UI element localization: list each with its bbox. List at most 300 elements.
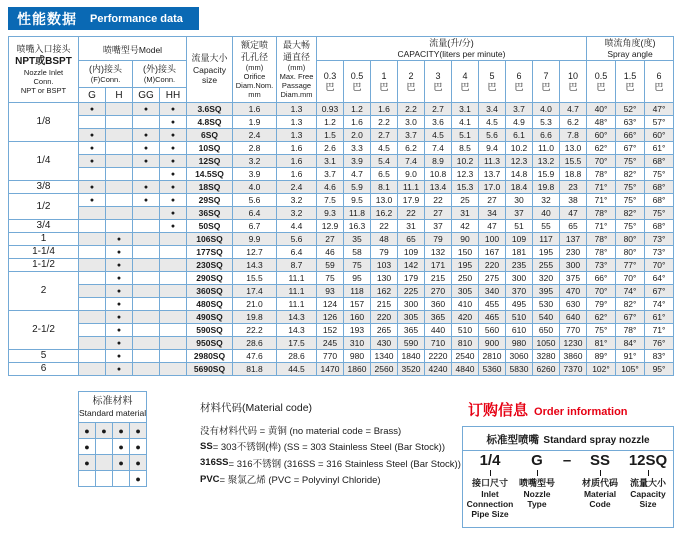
- capacity-value-cell: 2.0: [344, 129, 371, 142]
- capacity-value-cell: 0.93: [317, 103, 344, 116]
- orifice-zh2: 孔孔径: [240, 51, 268, 62]
- spray-angle-cell: 71°: [587, 220, 616, 233]
- capacity-size-cell: 230SQ: [187, 259, 233, 272]
- capacity-value-cell: 300: [506, 272, 533, 285]
- model-header-zh: 喷嘴型号: [102, 44, 139, 55]
- capacity-value-cell: 118: [344, 285, 371, 298]
- capacity-value-cell: 360: [425, 298, 452, 311]
- capacity-value-cell: 640: [560, 311, 587, 324]
- conn-availability-cell: [79, 233, 106, 246]
- conn-availability-cell: [79, 259, 106, 272]
- inlet-header-zh: 喷嘴入口接头: [16, 43, 71, 54]
- free-passage-cell: 17.5: [277, 337, 317, 350]
- table-row: [9, 116, 674, 129]
- conn-availability-cell: ●: [160, 155, 187, 168]
- material-availability-cell: [79, 471, 96, 487]
- capacity-value-cell: 365: [398, 324, 425, 337]
- order-code-row: [463, 453, 673, 470]
- conn-availability-cell: [133, 324, 160, 337]
- conn-availability-cell: [133, 363, 160, 376]
- capacity-value-cell: 375: [560, 272, 587, 285]
- order-title-zh: 订购信息: [468, 402, 529, 419]
- capacity-value-cell: 11.1: [398, 181, 425, 194]
- capacity-value-cell: 980: [344, 350, 371, 363]
- capacity-value-cell: 51: [506, 220, 533, 233]
- conn-availability-cell: [106, 168, 133, 181]
- material-code-0-text: 没有材料代码 = 黄铜 (no material code = Brass): [200, 426, 402, 438]
- conn-availability-cell: [106, 129, 133, 142]
- table-row: [9, 337, 674, 350]
- capacity-value-cell: 5360: [479, 363, 506, 376]
- conn-availability-cell: [160, 272, 187, 285]
- header-row-groups: [9, 37, 674, 61]
- spray-angle-cell: 67°: [616, 142, 645, 155]
- inlet-size-group-cell: 3/8: [9, 181, 79, 194]
- free-passage-cell: 11.1: [277, 285, 317, 298]
- capacity-value-cell: 4840: [452, 363, 479, 376]
- spray-angle-cell: 75°: [616, 194, 645, 207]
- pressure-column-header: [398, 61, 425, 103]
- capacity-value-cell: 32: [533, 194, 560, 207]
- capacity-group-zh: 流量(升/分): [429, 37, 474, 48]
- capacity-value-cell: 1.5: [317, 129, 344, 142]
- capacity-value-cell: 245: [317, 337, 344, 350]
- orifice-diameter-cell: 1.6: [233, 103, 277, 116]
- capacity-size-cell: 2980SQ: [187, 350, 233, 363]
- conn-availability-cell: [160, 246, 187, 259]
- spray-angle-cell: 70°: [587, 285, 616, 298]
- material-availability-cell: ●: [113, 455, 130, 471]
- capacity-value-cell: 79: [371, 246, 398, 259]
- inlet-header-en3: NPT or BSPT: [20, 86, 67, 96]
- pressure-column-header-unit: 巴: [487, 81, 497, 92]
- material-code-1: SS: [200, 440, 213, 452]
- capacity-value-cell: 3520: [398, 363, 425, 376]
- conn-availability-cell: [160, 259, 187, 272]
- capacity-value-cell: 6.1: [506, 129, 533, 142]
- spray-angle-cell: 77°: [616, 259, 645, 272]
- conn-availability-cell: ●: [160, 129, 187, 142]
- spray-angle-cell: 82°: [616, 207, 645, 220]
- spray-angle-cell: 60°: [645, 129, 674, 142]
- capacity-value-cell: 530: [533, 298, 560, 311]
- capacity-value-cell: 2.7: [425, 103, 452, 116]
- material-code-1-text: = 303不锈钢(棒) (SS = 303 Stainless Steel (Bar Stock)): [212, 442, 445, 454]
- capacity-value-cell: 2.7: [371, 129, 398, 142]
- model-code-header: HH: [160, 88, 187, 103]
- conn-availability-cell: ●: [106, 324, 133, 337]
- capacity-value-cell: 11.0: [533, 142, 560, 155]
- capacity-value-cell: 220: [479, 259, 506, 272]
- capacity-value-cell: 275: [479, 272, 506, 285]
- free-passage-cell: 1.6: [277, 142, 317, 155]
- material-availability-cell: [96, 455, 113, 471]
- orifice-zh1: 额定喷: [240, 40, 268, 51]
- capacity-value-cell: 117: [533, 233, 560, 246]
- capacity-value-cell: 12.3: [452, 168, 479, 181]
- table-row: [9, 129, 674, 142]
- standard-material-table: [78, 391, 147, 487]
- capacity-value-cell: 130: [371, 272, 398, 285]
- capacity-value-cell: 810: [452, 337, 479, 350]
- spray-angle-cell: 78°: [587, 233, 616, 246]
- capacity-value-cell: 59: [317, 259, 344, 272]
- capacity-value-cell: 34: [479, 207, 506, 220]
- conn-availability-cell: [79, 298, 106, 311]
- model-header-en: Model: [138, 44, 163, 55]
- capacity-group-header: [317, 37, 587, 61]
- conn-availability-cell: [79, 350, 106, 363]
- angle-pressure-column-header: [645, 61, 674, 103]
- standard-material-zh: 标准材料: [92, 395, 133, 407]
- capacity-size-cell: 36SQ: [187, 207, 233, 220]
- conn-availability-cell: [106, 207, 133, 220]
- material-code-line: [200, 438, 460, 454]
- pressure-column-header-unit: 巴: [568, 81, 578, 92]
- pressure-column-header-value: 4: [462, 70, 468, 81]
- capacity-value-cell: 7.5: [317, 194, 344, 207]
- conn-availability-cell: [79, 337, 106, 350]
- capacity-value-cell: 27: [317, 233, 344, 246]
- pressure-column-header-unit: 巴: [379, 81, 389, 92]
- inlet-size-group-cell: 2-1/2: [9, 311, 79, 350]
- conn-availability-cell: [160, 233, 187, 246]
- table-row: [9, 168, 674, 181]
- order-label-nozzle-en: Nozzle Type: [523, 488, 551, 509]
- capacity-value-cell: 15.3: [452, 181, 479, 194]
- free-passage-cell: 14.3: [277, 311, 317, 324]
- capacity-value-cell: 3860: [560, 350, 587, 363]
- free-passage-cell: 8.7: [277, 259, 317, 272]
- spray-angle-cell: 80°: [616, 233, 645, 246]
- capacity-value-cell: 160: [344, 311, 371, 324]
- capacity-value-cell: 1.6: [344, 116, 371, 129]
- capacity-value-cell: 1840: [398, 350, 425, 363]
- conn-availability-cell: [133, 298, 160, 311]
- capacity-value-cell: 13.0: [560, 142, 587, 155]
- spray-angle-cell: 70°: [587, 155, 616, 168]
- capacity-value-cell: 15.5: [560, 155, 587, 168]
- capacity-value-cell: 4.5: [425, 129, 452, 142]
- material-availability-cell: ●: [130, 439, 147, 455]
- capacity-value-cell: 2540: [452, 350, 479, 363]
- capacity-value-cell: 31: [452, 207, 479, 220]
- conn-availability-cell: ●: [79, 194, 106, 207]
- spray-angle-cell: 62°: [587, 142, 616, 155]
- free-passage-header: [277, 37, 317, 103]
- capacity-value-cell: 2.2: [371, 116, 398, 129]
- orifice-diameter-cell: 3.2: [233, 155, 277, 168]
- spray-angle-cell: 52°: [616, 103, 645, 116]
- capacity-value-cell: 193: [344, 324, 371, 337]
- conn-availability-cell: [133, 272, 160, 285]
- spray-angle-cell: 78°: [587, 246, 616, 259]
- orifice-diameter-cell: 6.4: [233, 207, 277, 220]
- capacity-value-cell: 365: [425, 311, 452, 324]
- capacity-value-cell: 142: [398, 259, 425, 272]
- pressure-column-header-unit: 巴: [352, 81, 362, 92]
- material-codes-legend: [200, 393, 460, 487]
- capacity-value-cell: 9.4: [479, 142, 506, 155]
- conn-availability-cell: [133, 350, 160, 363]
- angle-group-zh: 喷流角度(度): [604, 37, 656, 48]
- free-passage-cell: 4.4: [277, 220, 317, 233]
- capacity-value-cell: 8.5: [452, 142, 479, 155]
- capacity-size-zh: 流量大小: [191, 53, 228, 64]
- inlet-size-group-cell: 2: [9, 272, 79, 311]
- capacity-value-cell: 37: [506, 207, 533, 220]
- material-availability-cell: ●: [130, 423, 147, 439]
- capacity-size-header: [187, 37, 233, 103]
- conn-availability-cell: [79, 363, 106, 376]
- capacity-value-cell: 8.9: [425, 155, 452, 168]
- order-title-en: Order information: [534, 406, 628, 418]
- capacity-size-cell: 29SQ: [187, 194, 233, 207]
- standard-material-en: Standard material: [79, 407, 147, 418]
- conn-availability-cell: [79, 272, 106, 285]
- capacity-value-cell: 23: [560, 181, 587, 194]
- spray-angle-cell: 67°: [616, 311, 645, 324]
- capacity-value-cell: 5.3: [533, 116, 560, 129]
- capacity-value-cell: 137: [560, 233, 587, 246]
- capacity-value-cell: 4.6: [317, 181, 344, 194]
- spray-angle-cell: 57°: [645, 116, 674, 129]
- order-code-capacity: 12SQ: [628, 452, 668, 469]
- material-availability-cell: ●: [79, 439, 96, 455]
- conn-availability-cell: ●: [160, 168, 187, 181]
- capacity-value-cell: 420: [452, 311, 479, 324]
- capacity-value-cell: 195: [533, 246, 560, 259]
- capacity-value-cell: 225: [398, 285, 425, 298]
- conn-availability-cell: [79, 246, 106, 259]
- capacity-value-cell: 19.8: [533, 181, 560, 194]
- capacity-value-cell: 465: [479, 311, 506, 324]
- capacity-value-cell: 11.3: [479, 155, 506, 168]
- tick-mark: [648, 470, 649, 476]
- capacity-value-cell: 7.4: [425, 142, 452, 155]
- capacity-value-cell: 25: [452, 194, 479, 207]
- capacity-size-cell: 590SQ: [187, 324, 233, 337]
- angle-group-en: Spray angle: [607, 48, 653, 59]
- capacity-value-cell: 590: [398, 337, 425, 350]
- capacity-value-cell: 650: [533, 324, 560, 337]
- capacity-value-cell: 14.8: [506, 168, 533, 181]
- table-row: [9, 233, 674, 246]
- pressure-column-header: [560, 61, 587, 103]
- spray-angle-cell: 78°: [587, 168, 616, 181]
- tick-mark: [490, 470, 491, 476]
- capacity-group-en: CAPACITY(liters per minute): [397, 48, 506, 59]
- capacity-value-cell: 220: [371, 311, 398, 324]
- orifice-diameter-cell: 2.8: [233, 142, 277, 155]
- free-passage-cell: 11.1: [277, 298, 317, 311]
- order-label-inlet: [463, 478, 517, 520]
- capacity-size-cell: 480SQ: [187, 298, 233, 311]
- capacity-value-cell: 3.9: [344, 155, 371, 168]
- conn-availability-cell: [106, 155, 133, 168]
- conn-availability-cell: [160, 285, 187, 298]
- table-row: [9, 181, 674, 194]
- passage-zh2: 通直径: [282, 51, 310, 62]
- capacity-value-cell: 9.3: [317, 207, 344, 220]
- material-availability-cell: [96, 471, 113, 487]
- capacity-size-cell: 950SQ: [187, 337, 233, 350]
- spray-angle-cell: 81°: [587, 337, 616, 350]
- passage-en1: Max. Free: [279, 71, 314, 81]
- pressure-column-header-unit: 巴: [433, 81, 443, 92]
- pressure-column-header-unit: 巴: [541, 81, 551, 92]
- spray-angle-cell: 75°: [587, 324, 616, 337]
- capacity-value-cell: 305: [398, 311, 425, 324]
- spray-angle-cell: 73°: [645, 233, 674, 246]
- spray-angle-cell: 68°: [645, 155, 674, 168]
- spray-angle-cell: 75°: [645, 168, 674, 181]
- capacity-value-cell: 103: [371, 259, 398, 272]
- capacity-value-cell: 540: [533, 311, 560, 324]
- capacity-value-cell: 5.9: [344, 181, 371, 194]
- order-code-dash: –: [562, 452, 572, 469]
- orifice-en2: Diam.Nom.: [235, 80, 274, 90]
- capacity-value-cell: 710: [425, 337, 452, 350]
- free-passage-cell: 1.6: [277, 155, 317, 168]
- order-label-nozzle-type: [517, 478, 557, 520]
- inlet-size-group-cell: 1: [9, 233, 79, 246]
- capacity-value-cell: 470: [560, 285, 587, 298]
- passage-en2: Passage: [281, 80, 312, 90]
- conn-availability-cell: [106, 220, 133, 233]
- spray-angle-cell: 83°: [645, 350, 674, 363]
- conn-availability-cell: [133, 220, 160, 233]
- pressure-column-header-unit: 巴: [460, 81, 470, 92]
- capacity-value-cell: 109: [506, 233, 533, 246]
- capacity-size-cell: 360SQ: [187, 285, 233, 298]
- capacity-value-cell: 27: [425, 207, 452, 220]
- capacity-value-cell: 410: [452, 298, 479, 311]
- capacity-value-cell: 47: [560, 207, 587, 220]
- table-row: [9, 272, 674, 285]
- material-code-2-text: = 316不锈钢 (316SS = 316 Stainless Steel (Bar Stock)): [228, 458, 461, 470]
- spray-angle-cell: 95°: [645, 363, 674, 376]
- capacity-value-cell: 3280: [533, 350, 560, 363]
- conn-availability-cell: ●: [79, 181, 106, 194]
- capacity-value-cell: 900: [479, 337, 506, 350]
- inlet-size-group-cell: 1-1/4: [9, 246, 79, 259]
- capacity-value-cell: 109: [398, 246, 425, 259]
- capacity-value-cell: 3.1: [317, 155, 344, 168]
- capacity-value-cell: 27: [479, 194, 506, 207]
- spray-angle-cell: 78°: [616, 324, 645, 337]
- table-row: [9, 142, 674, 155]
- orifice-en1: Orifice: [243, 71, 266, 81]
- spray-angle-cell: 71°: [645, 324, 674, 337]
- capacity-size-cell: 6SQ: [187, 129, 233, 142]
- angle-pressure-column-header-unit: 巴: [625, 81, 635, 92]
- female-conn-header: [79, 61, 133, 88]
- order-label-material: [577, 478, 623, 520]
- capacity-value-cell: 7370: [560, 363, 587, 376]
- table-row: [9, 246, 674, 259]
- capacity-value-cell: 4.5: [479, 116, 506, 129]
- material-row: [79, 423, 147, 439]
- capacity-value-cell: 65: [398, 233, 425, 246]
- f-conn-en: (F)Conn.: [90, 75, 121, 85]
- table-row: [9, 220, 674, 233]
- capacity-value-cell: 215: [371, 298, 398, 311]
- conn-availability-cell: ●: [160, 220, 187, 233]
- capacity-value-cell: 4.7: [344, 168, 371, 181]
- conn-availability-cell: ●: [133, 103, 160, 116]
- orifice-diameter-cell: 2.4: [233, 129, 277, 142]
- capacity-value-cell: 75: [317, 272, 344, 285]
- capacity-value-cell: 22: [425, 194, 452, 207]
- conn-availability-cell: [79, 207, 106, 220]
- inlet-size-group-cell: 1/2: [9, 194, 79, 220]
- capacity-value-cell: 5830: [506, 363, 533, 376]
- capacity-value-cell: 10.8: [425, 168, 452, 181]
- material-code-3: PVC: [200, 473, 220, 485]
- capacity-value-cell: 340: [479, 285, 506, 298]
- order-label-material-en: Material Code: [583, 488, 617, 509]
- table-row: [9, 194, 674, 207]
- orifice-diameter-cell: 17.4: [233, 285, 277, 298]
- spray-angle-cell: 76°: [645, 337, 674, 350]
- capacity-value-cell: 255: [533, 259, 560, 272]
- table-row: [9, 350, 674, 363]
- material-availability-cell: ●: [113, 423, 130, 439]
- orifice-mm: (mm): [245, 62, 264, 72]
- capacity-value-cell: 18.4: [506, 181, 533, 194]
- capacity-size-cell: 106SQ: [187, 233, 233, 246]
- capacity-size-cell: 18SQ: [187, 181, 233, 194]
- tick-mark: [537, 470, 538, 476]
- material-row: [79, 439, 147, 455]
- conn-availability-cell: [133, 233, 160, 246]
- capacity-value-cell: 7.8: [560, 129, 587, 142]
- capacity-value-cell: 10.2: [506, 142, 533, 155]
- capacity-value-cell: 132: [425, 246, 452, 259]
- material-availability-cell: ●: [96, 423, 113, 439]
- spray-angle-cell: 71°: [587, 181, 616, 194]
- pressure-column-header-value: 6: [516, 70, 522, 81]
- m-conn-en: (M)Conn.: [143, 75, 176, 85]
- order-label-capacity-zh: 流量大小: [629, 477, 666, 488]
- conn-availability-cell: [106, 194, 133, 207]
- inlet-conn-header: [9, 37, 79, 103]
- capacity-value-cell: 16.2: [371, 207, 398, 220]
- capacity-value-cell: 1.2: [344, 103, 371, 116]
- material-row: [79, 471, 147, 487]
- conn-availability-cell: ●: [160, 207, 187, 220]
- conn-availability-cell: [160, 298, 187, 311]
- capacity-size-cell: 5690SQ: [187, 363, 233, 376]
- orifice-diameter-cell: 15.5: [233, 272, 277, 285]
- capacity-value-cell: 3.7: [398, 129, 425, 142]
- pressure-column-header-value: 1: [381, 70, 387, 81]
- capacity-value-cell: 455: [479, 298, 506, 311]
- capacity-value-cell: 47: [479, 220, 506, 233]
- material-availability-cell: ●: [113, 439, 130, 455]
- capacity-value-cell: 4240: [425, 363, 452, 376]
- capacity-value-cell: 55: [533, 220, 560, 233]
- capacity-size-cell: 490SQ: [187, 311, 233, 324]
- f-conn-zh: (内)接头: [89, 63, 122, 74]
- conn-availability-cell: ●: [160, 194, 187, 207]
- capacity-value-cell: 3.1: [452, 103, 479, 116]
- capacity-value-cell: 93: [317, 285, 344, 298]
- orifice-diameter-cell: 14.3: [233, 259, 277, 272]
- conn-availability-cell: ●: [160, 181, 187, 194]
- spray-angle-cell: 75°: [616, 181, 645, 194]
